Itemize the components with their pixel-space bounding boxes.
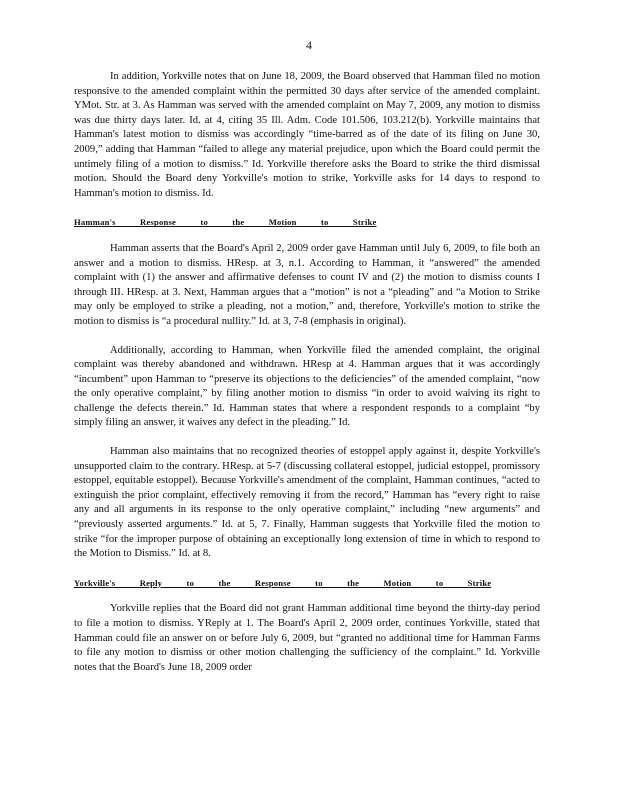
document-body xyxy=(74,70,540,689)
yorkville-reply-paragraph-1: Yorkville replies that the Board did not grant Hamman additional time beyond the thirty-day period to file a motion to dismiss. YReply at 1. The Board's April 2, 2009 order, continues Yorkville, stated that Hamman could file an answer on or before July 6, 2009, but “granted no additional time for Hamman Farms to file any motion to dismiss or other motion challenging the sufficiency of the complaint.” Id. Yorkville notes that the Board's June 18, 2009 order xyxy=(74,603,540,673)
intro-paragraph: In addition, Yorkville notes that on June 18, 2009, the Board observed that Hamman filed no motion responsive to the amended complaint within the permitted 30 days after service of the amended complaint. YMot. Str. at 3. As Hamman was served with the amended complaint on May 7, 2009, any motion to dismiss was due thirty days later. Id. at 4, citing 35 Ill. Adm. Code 101.506, 103.212(b). Yorkville maintains that Hamman's latest motion to dismiss was accordingly “time-barred as of the date of its filing on June 30, 2009,” adding that Hamman “failed to allege any material prejudice, upon which the Board could permit the untimely filing of a motion to dismiss.” Id. Yorkville therefore asks the Board to strike the third dismissal motion. Should the Board deny Yorkville's motion to strike, Yorkville asks for 14 days to respond to Hamman's motion to dismiss. Id. xyxy=(74,71,540,199)
section-heading-hamman-response: Hamman's Response to the Motion to Strike xyxy=(74,217,377,228)
hamman-response-paragraph-1: Hamman asserts that the Board's April 2, 2009 order gave Hamman until July 6, 2009, to file both an answer and a motion to dismiss. HResp. at 3, n.1. According to Hamman, it “answered” the amended complaint with (1) the answer and affirmative defenses to count IV and (2) the motion to dismiss counts I through III. HResp. at 3. Next, Hamman argues that a “motion” is not a “pleading” and “a Motion to Strike may only be employed to strike a pleading, not a motion,” and, therefore, Yorkville's motion to strike the motion to dismiss is “a procedural nullity.” Id. at 3, 7-8 (emphasis in original). xyxy=(74,242,540,327)
page-number: 4 xyxy=(306,38,312,52)
hamman-response-paragraph-3: Hamman also maintains that no recognized theories of estoppel apply against it, despite Yorkville's unsupported claim to the contrary. HResp. at 5-7 (discussing collateral estoppel, judicial estoppel, promissory estoppel, equitable estoppel). Because Yorkville's amendment of the complaint, Hamman continues, “acted to extinguish the prior complaint, effectively removing it from the record,” Hamman has “every right to raise any and all arguments in its response to the only operative complaint,” including “new arguments” and “previously asserted arguments.” Id. at 5, 7. Finally, Hamman suggests that Yorkville filed the motion to strike “for the improper purpose of obtaining an exceptionally long extension of time in which to respond to the Motion to Dismiss.” Id. at 8. xyxy=(74,446,540,560)
hamman-response-paragraph-2: Additionally, according to Hamman, when Yorkville filed the amended complaint, the original complaint was thereby abandoned and withdrawn. HResp at 4. Hamman argues that it was accordingly “incumbent” upon Hamman to “preserve its objections to the deficiencies” of the amended complaint, “now the only operative complaint,” by filing another motion to dismiss “in order to avoid waiving its right to challenge the defects therein.” Id. Hamman states that where a respondent responds to a complaint “by simply filing an answer, it waives any defect in the pleading.” Id. xyxy=(74,344,540,429)
section-heading-yorkville-reply: Yorkville's Reply to the Response to the Motion to Strike xyxy=(74,577,492,588)
